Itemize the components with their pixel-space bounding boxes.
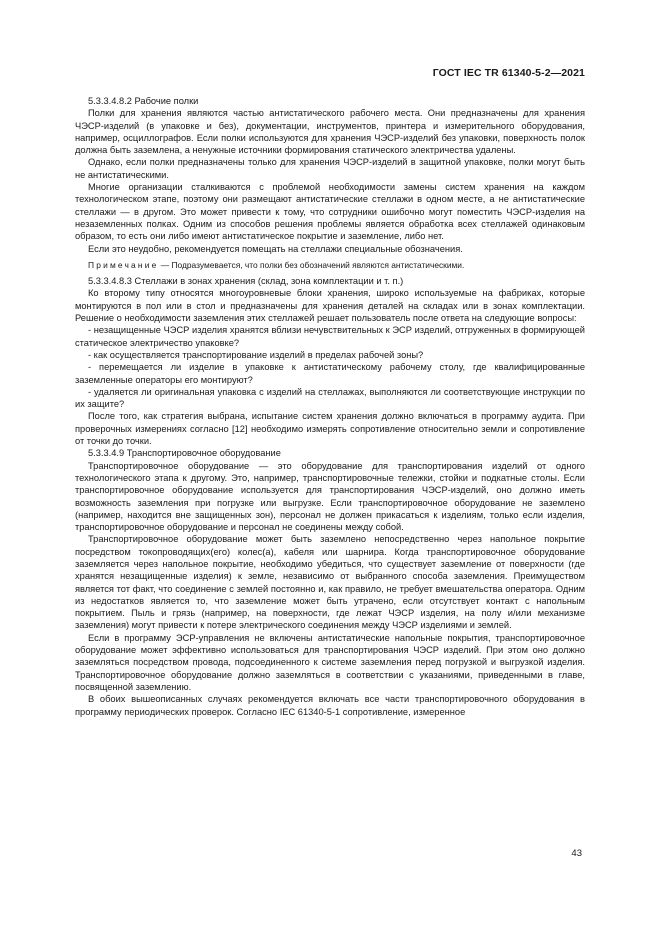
paragraph: Транспортировочное оборудование — это оборудование для транспортирования изделий от одного технологического этапа к другому. Это, например, транспортировочные тележки, стойки и подкатные столы. Если транспортировочное оборудование используется для транспортирования ЧЭСР-изделий, оно должно иметь возможность заземления при погрузке или выгрузке. Если транспортировочное оборудование не заземлено (например, находится вне защищенных зон), персонал не должен прикасаться к изделиям, только если изделия, транспортировочное оборудование и персонал не соединены между собой.: [75, 460, 585, 533]
paragraph: Ко второму типу относятся многоуровневые блоки хранения, широко используемые на фабриках, которые монтируются в пол или в стол и предназначены для хранения деталей на складах или в зонах комплектации. Решение о необходимости заземления этих стеллажей решает пользователь после ответа на следующие вопросы:: [75, 288, 585, 324]
section-heading: 5.3.3.4.8.3 Стеллажи в зонах хранения (склад, зона комплектации и т. п.): [88, 276, 404, 287]
paragraph: Многие организации сталкиваются с проблемой необходимости замены систем хранения на каждом технологическом этапе, поэтому они размещают антистатические стеллажи в одном месте, а не антистатические стеллажи — в другом. Это может привести к тому, что сотрудники ошибочно могут поместить ЧЭСР-изделия на незаземленных полках. Одним из способов решения проблемы является обработка всех стеллажей одинаковым образом, то есть они либо имеют антистатическое покрытие и заземление, либо нет.: [75, 182, 585, 242]
list-item: - перемещается ли изделие в упаковке к антистатическому рабочему столу, где квалифицированные заземленные операторы его монтируют?: [75, 362, 585, 385]
note-label: Примечание: [88, 259, 159, 270]
paragraph: Если в программу ЭСР-управления не включены антистатические напольные покрытия, транспортировочное оборудование может эффективно использоваться для транспортирования ЧЭСР изделий. При этом оно должно заземляться посредством провода, подсоединенного к системе заземления перед погрузкой и выгрузкой изделия. Транспортировочное оборудование должно заземляться в соответствии с указаниями, приведенными в главе, посвященной заземлению.: [75, 632, 585, 692]
list-item: - как осуществляется транспортирование изделий в пределах рабочей зоны?: [88, 349, 424, 360]
paragraph: Полки для хранения являются частью антистатического рабочего места. Они предназначены для хранения ЧЭСР-изделий (в упаковке и без), документации, инструментов, принтера и измерительного оборудования, например, осциллографов. Если полки используются для хранения ЧЭСР-изделий без упаковки, поверхность полок должна быть заземлена, а ненужные источники формирования статического электричества удалены.: [75, 108, 585, 156]
paragraph: После того, как стратегия выбрана, испытание систем хранения должно включаться в программу аудита. При проверочных измерениях согласно [12] необходимо измерять сопротивление относительно земли и сопротивление от точки до точки.: [75, 411, 585, 447]
list-item: - незащищенные ЧЭСР изделия хранятся вблизи нечувствительных к ЭСР изделий, отгруженных в формирующей статическое электричество упаковке?: [75, 325, 585, 348]
list-item: - удаляется ли оригинальная упаковка с изделий на стеллажах, выполняются ли соответствующие инструкции по их защите?: [75, 386, 585, 410]
note-text: — Подразумевается, что полки без обозначений являются антистатическими.: [158, 259, 465, 270]
paragraph: Транспортировочное оборудование может быть заземлено непосредственно через напольное покрытие посредством токопроводящих(его) колес(а), кабеля или шарнира. Когда транспортировочное оборудование заземляется через напольное покрытие, необходимо убедиться, что существует заземление от поверхности (где хранятся незащищенные изделия) к земле, независимо от выбранного способа заземления. Преимуществом является тот факт, что соединение с землей постоянно и, как правило, не требует вмешательства оператора. Одним из недостатков является то, что заземление может быть утрачено, если отсутствует контакт с напольным покрытием. Пыль и грязь (например, на поверхности, где лежат ЧЭСР изделия, на полу и/или механизме заземления) могут привести к потере электрического соединения между ЧЭСР изделиями и землей.: [75, 534, 585, 631]
section-heading: 5.3.3.4.9 Транспортировочное оборудование: [88, 448, 281, 459]
standard-header: ГОСТ IEC TR 61340-5-2—2021: [432, 67, 585, 79]
paragraph: Если это неудобно, рекомендуется помещать на стеллажи специальные обозначения.: [88, 243, 463, 254]
note: [75, 259, 585, 271]
paragraph: В обоих вышеописанных случаях рекомендуется включать все части транспортировочного оборудования в программу периодических проверок. Согласно IEC 61340-5-1 сопротивление, измеренное: [75, 694, 585, 717]
section-heading: 5.3.3.4.8.2 Рабочие полки: [88, 96, 199, 106]
page-number: 43: [571, 848, 582, 859]
document-body: [75, 95, 585, 718]
paragraph: Однако, если полки предназначены только для хранения ЧЭСР-изделий в защитной упаковке, полки могут быть не антистатическими.: [75, 157, 585, 180]
